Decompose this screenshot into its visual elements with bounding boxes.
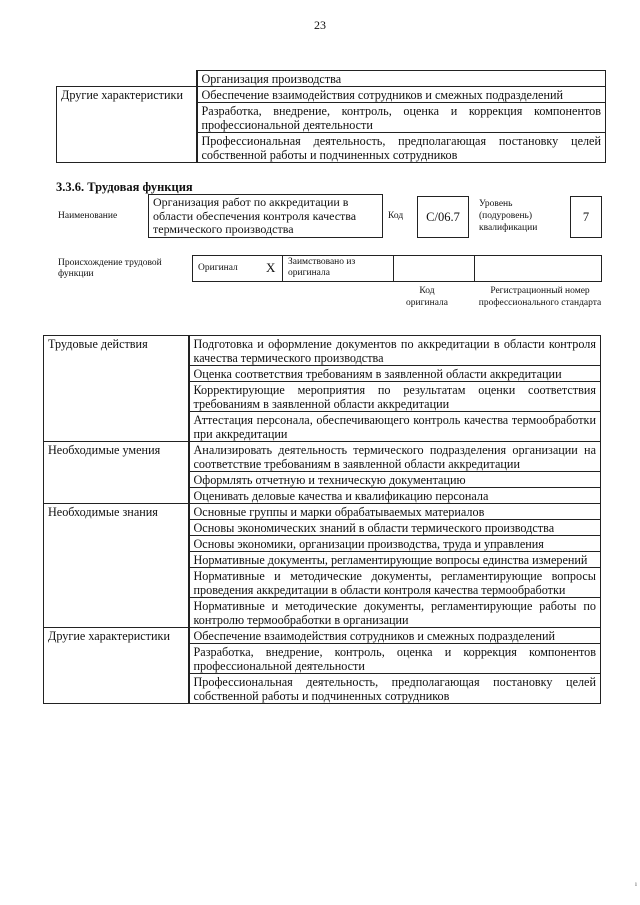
edge-mark: ı: [635, 880, 637, 888]
table-cell: Основные группы и марки обрабатываемых материалов: [189, 504, 601, 520]
row-label: Другие характеристики: [44, 628, 189, 704]
divider: [474, 255, 475, 282]
table-cell: Организация производства: [197, 71, 606, 87]
table-cell: Нормативные документы, регламентирующие вопросы единства измерений: [189, 552, 601, 568]
table-cell: Оценивать деловые качества и квалификацию персонала: [189, 488, 601, 504]
reg-number-label: Регистрационный номер профессионального стандарта: [478, 286, 602, 308]
name-label: Наименование: [58, 211, 118, 221]
table-cell: Подготовка и оформление документов по аккредитации в области контроля качества термического производства: [189, 336, 601, 366]
table-row: [44, 336, 601, 366]
original-mark: X: [266, 260, 276, 275]
table-row: [44, 628, 601, 644]
divider: [282, 255, 283, 282]
table-cell: Профессиональная деятельность, предполагающая постановку целей собственной работы и подчиненных сотрудников: [197, 133, 606, 163]
row-label: Необходимые умения: [44, 442, 189, 504]
page-number: 23: [314, 18, 326, 32]
table-row: [44, 442, 601, 472]
top-characteristics-table: [56, 70, 606, 163]
table-cell: Нормативные и методические документы, регламентирующие вопросы проведения аккредитации в области контроля качества термообработки: [189, 568, 601, 598]
row-label: Необходимые знания: [44, 504, 189, 628]
original-label: Оригинал: [198, 263, 238, 273]
table-cell: Обеспечение взаимодействия сотрудников и смежных подразделений: [197, 87, 606, 103]
divider: [393, 255, 394, 282]
table-cell: Основы экономики, организации производства, труда и управления: [189, 536, 601, 552]
origin-label: Происхождение трудовой функции: [58, 258, 162, 279]
level-value-box: 7: [570, 196, 602, 238]
table-row: [57, 71, 606, 87]
borrowed-label: Заимствовано из оригинала: [288, 257, 356, 278]
table-cell: Оценка соответствия требованиям в заявленной области аккредитации: [189, 366, 601, 382]
table-cell: Обеспечение взаимодействия сотрудников и смежных подразделений: [189, 628, 601, 644]
level-label: Уровень (подуровень) квалификации: [479, 199, 538, 233]
table-cell: Профессиональная деятельность, предполагающая постановку целей собственной работы и подчиненных сотрудников: [189, 674, 601, 704]
row-label: Трудовые действия: [44, 336, 189, 442]
section-title: 3.3.6. Трудовая функция: [56, 180, 193, 194]
row-label: Другие характеристики: [57, 87, 197, 163]
table-cell: Аттестация персонала, обеспечивающего контроль качества термообработки при аккредитации: [189, 412, 601, 442]
table-cell: Разработка, внедрение, контроль, оценка и коррекция компонентов профессиональной деятельности: [197, 103, 606, 133]
labor-function-table: [43, 335, 601, 704]
origin-row: [192, 255, 602, 282]
table-row: [57, 87, 606, 103]
code-value-box: С/06.7: [417, 196, 469, 238]
empty-label-cell: [57, 71, 197, 87]
table-cell: Основы экономических знаний в области термического производства: [189, 520, 601, 536]
table-cell: Корректирующие мероприятия по результатам оценки соответствия требованиям в заявленной области аккредитации: [189, 382, 601, 412]
function-name-box: Организация работ по аккредитации в области обеспечения контроля качества термического производства: [148, 194, 383, 238]
table-cell: Анализировать деятельность термического подразделения организации на соответствие требованиям в заявленной области аккредитации: [189, 442, 601, 472]
table-cell: Разработка, внедрение, контроль, оценка и коррекция компонентов профессиональной деятельности: [189, 644, 601, 674]
code-original-label: Код оригинала: [406, 286, 448, 308]
table-cell: Нормативные и методические документы, регламентирующие работы по контролю термообработки в организации: [189, 598, 601, 628]
table-cell: Оформлять отчетную и техническую документацию: [189, 472, 601, 488]
code-label: Код: [388, 211, 404, 221]
table-row: [44, 504, 601, 520]
